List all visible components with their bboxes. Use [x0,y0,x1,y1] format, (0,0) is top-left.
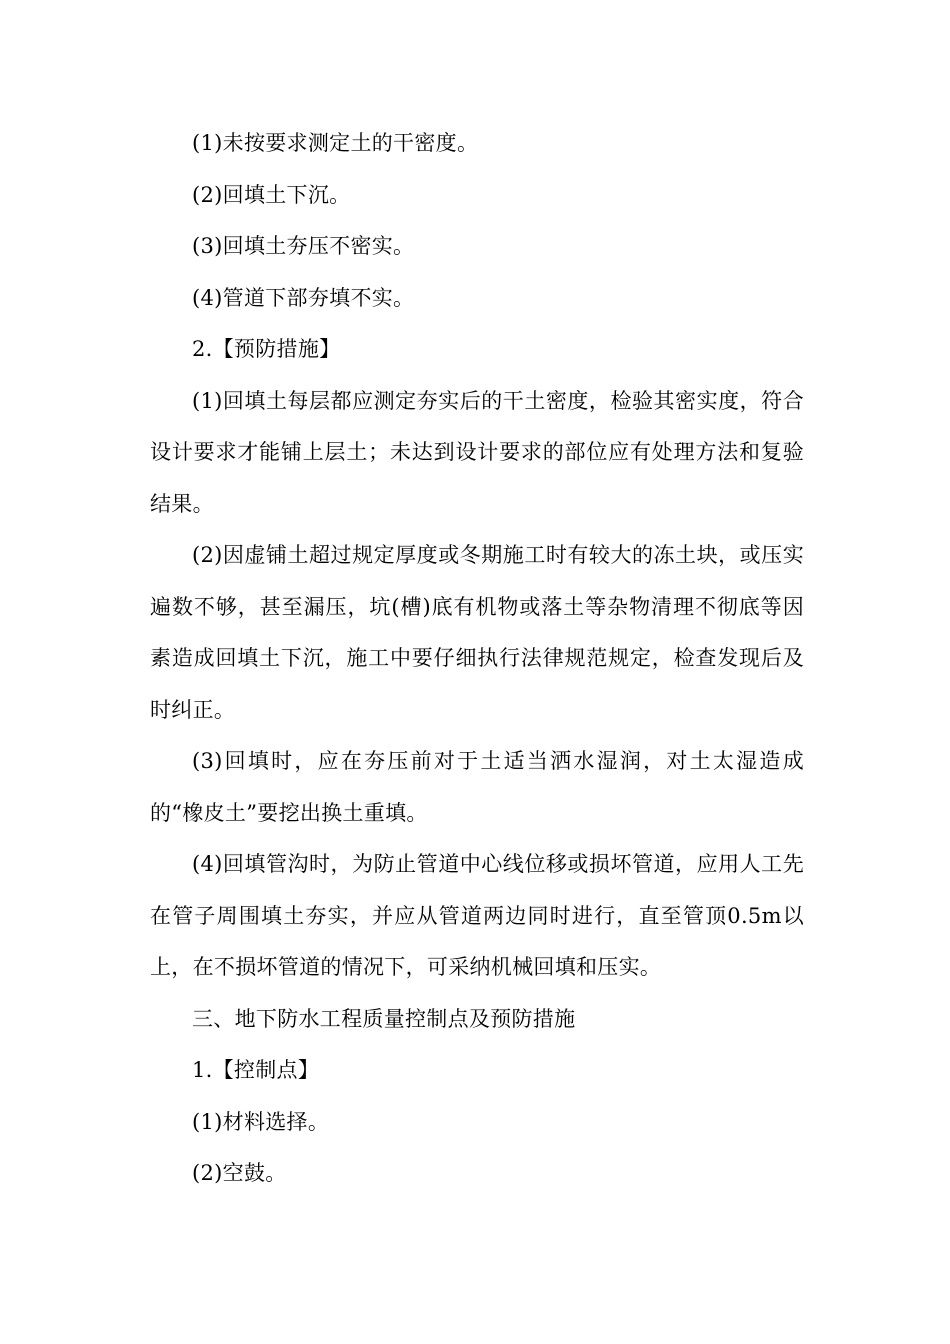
paragraph-prevention-1: (1)回填土每层都应测定夯实后的干土密度，检验其密实度，符合设计要求才能铺上层土；未达到设计要求的部位应有处理方法和复验结果。 [150,388,804,516]
paragraph-prevention-2: (2)因虚铺土超过规定厚度或冬期施工时有较大的冻土块，或压实遍数不够，甚至漏压，坑(槽)底有机物或落土等杂物清理不彻底等因素造成回填土下沉，施工中要仔细执行法律规范规定，检查发现后及时纠正。 [150,543,804,722]
paragraph-control-1: (1)材料选择。 [192,1109,330,1134]
paragraph-control-2: (2)空鼓。 [192,1161,287,1185]
paragraph-item-2: (2)回填土下沉。 [192,182,351,207]
document-body [150,118,804,1200]
chapter-heading-waterproofing: 三、地下防水工程质量控制点及预防措施 [192,1006,576,1031]
paragraph-prevention-3: (3)回填时，应在夯压前对于土适当洒水湿润，对土太湿造成的“橡皮土”要挖出换土重填。 [150,749,804,825]
section-heading-prevention: 2.【预防措施】 [192,337,341,361]
section-heading-control-points: 1.【控制点】 [192,1058,320,1082]
paragraph-item-1: (1)未按要求测定土的干密度。 [192,131,479,155]
paragraph-item-4: (4)管道下部夯填不实。 [192,285,415,310]
paragraph-item-3: (3)回填土夯压不密实。 [192,234,415,258]
paragraph-prevention-4: (4)回填管沟时，为防止管道中心线位移或损坏管道，应用人工先在管子周围填土夯实，并应从管道两边同时进行，直至管顶0.5m以上，在不损坏管道的情况下，可采纳机械回填和压实。 [150,852,804,979]
